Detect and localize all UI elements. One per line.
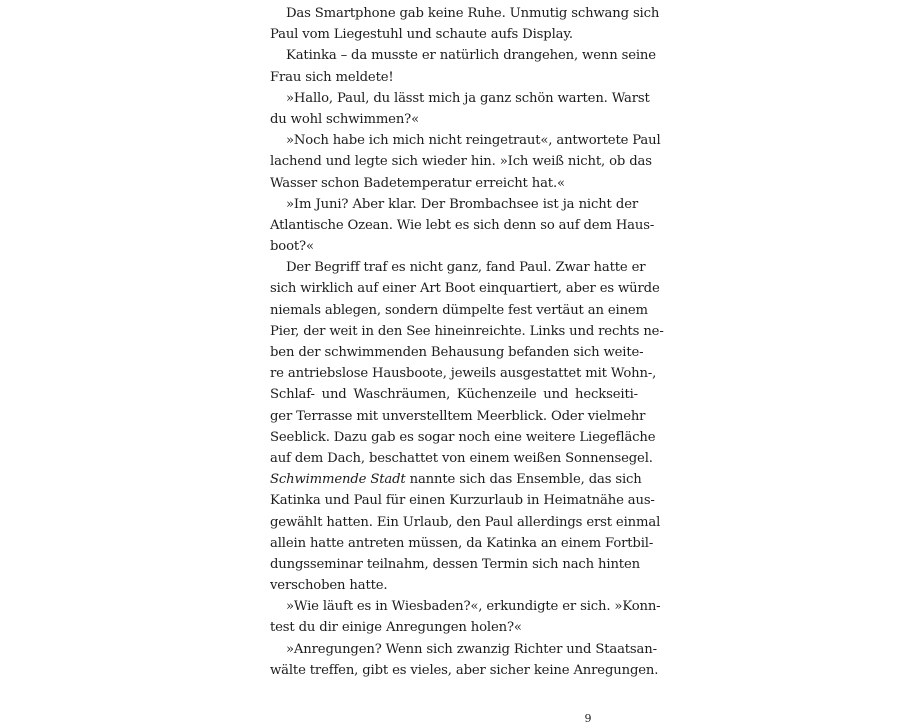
text-line: sich wirklich auf einer Art Boot einquartiert, aber es würde: [270, 281, 660, 297]
body-text: [270, 3, 664, 681]
text-line: niemals ablegen, sondern dümpelte fest vertäut an einem: [270, 302, 648, 318]
text-line: Katinka – da musste er natürlich drangehen, wenn seine: [286, 48, 656, 64]
text-line: Wasser schon Badetemperatur erreicht hat.«: [270, 175, 565, 191]
text-line: dungsseminar teilnahm, dessen Termin sich nach hinten: [270, 556, 640, 572]
page-number: 9: [584, 712, 592, 725]
text-line: re antriebslose Hausboote, jeweils ausgestattet mit Wohn-,: [270, 366, 657, 382]
text-line: ben der schwimmenden Behausung befanden sich weite-: [270, 345, 644, 360]
text-line: »Im Juni? Aber klar. Der Brombachsee ist ja nicht der: [286, 196, 638, 212]
text-line: wälte treffen, gibt es vieles, aber sicher keine Anregungen.: [270, 662, 659, 678]
text-line: Atlantische Ozean. Wie lebt es sich denn so auf dem Haus-: [270, 217, 655, 233]
text-line: Der Begriff traf es nicht ganz, fand Paul. Zwar hatte er: [286, 260, 646, 276]
text-line-italic-start: [270, 469, 642, 490]
italic-phrase: Schwimmende Stadt: [270, 472, 406, 488]
text-line: Pier, der weit in den See hineinreichte. Links und rechts ne-: [270, 323, 664, 339]
text-line: lachend und legte sich wieder hin. »Ich weiß nicht, ob das: [270, 154, 652, 170]
text-line: verschoben hatte.: [270, 578, 388, 594]
text-line-rest: nannte sich das Ensemble, das sich: [409, 472, 642, 488]
text-line: »Hallo, Paul, du lässt mich ja ganz schön warten. Warst: [286, 90, 650, 106]
text-line: test du dir einige Anregungen holen?«: [270, 620, 522, 636]
text-line: »Wie läuft es in Wiesbaden?«, erkundigte er sich. »Konn-: [286, 599, 661, 615]
text-line: Seeblick. Dazu gab es sogar noch eine weitere Liegefläche: [270, 429, 656, 445]
text-line: boot?«: [270, 239, 314, 255]
text-line: auf dem Dach, beschattet von einem weißen Sonnensegel.: [270, 450, 653, 466]
text-line: »Noch habe ich mich nicht reingetraut«, antwortete Paul: [286, 133, 661, 149]
text-line: Schlaf- und Waschräumen, Küchenzeile und heckseiti-: [270, 387, 638, 403]
text-line: Das Smartphone gab keine Ruhe. Unmutig schwang sich: [286, 6, 660, 21]
text-line: Paul vom Liegestuhl und schaute aufs Display.: [270, 27, 573, 43]
text-line: Frau sich meldete!: [270, 69, 394, 85]
text-line: »Anregungen? Wenn sich zwanzig Richter und Staatsan-: [286, 641, 657, 657]
text-line: ger Terrasse mit unverstelltem Meerblick. Oder vielmehr: [270, 408, 646, 424]
text-line: allein hatte antreten müssen, da Katinka an einem Fortbil-: [270, 535, 654, 551]
text-line: Katinka und Paul für einen Kurzurlaub in Heimatnähe aus-: [270, 493, 655, 509]
text-line: du wohl schwimmen?«: [270, 111, 420, 127]
text-line: gewählt hatten. Ein Urlaub, den Paul allerdings erst einmal: [270, 514, 661, 530]
